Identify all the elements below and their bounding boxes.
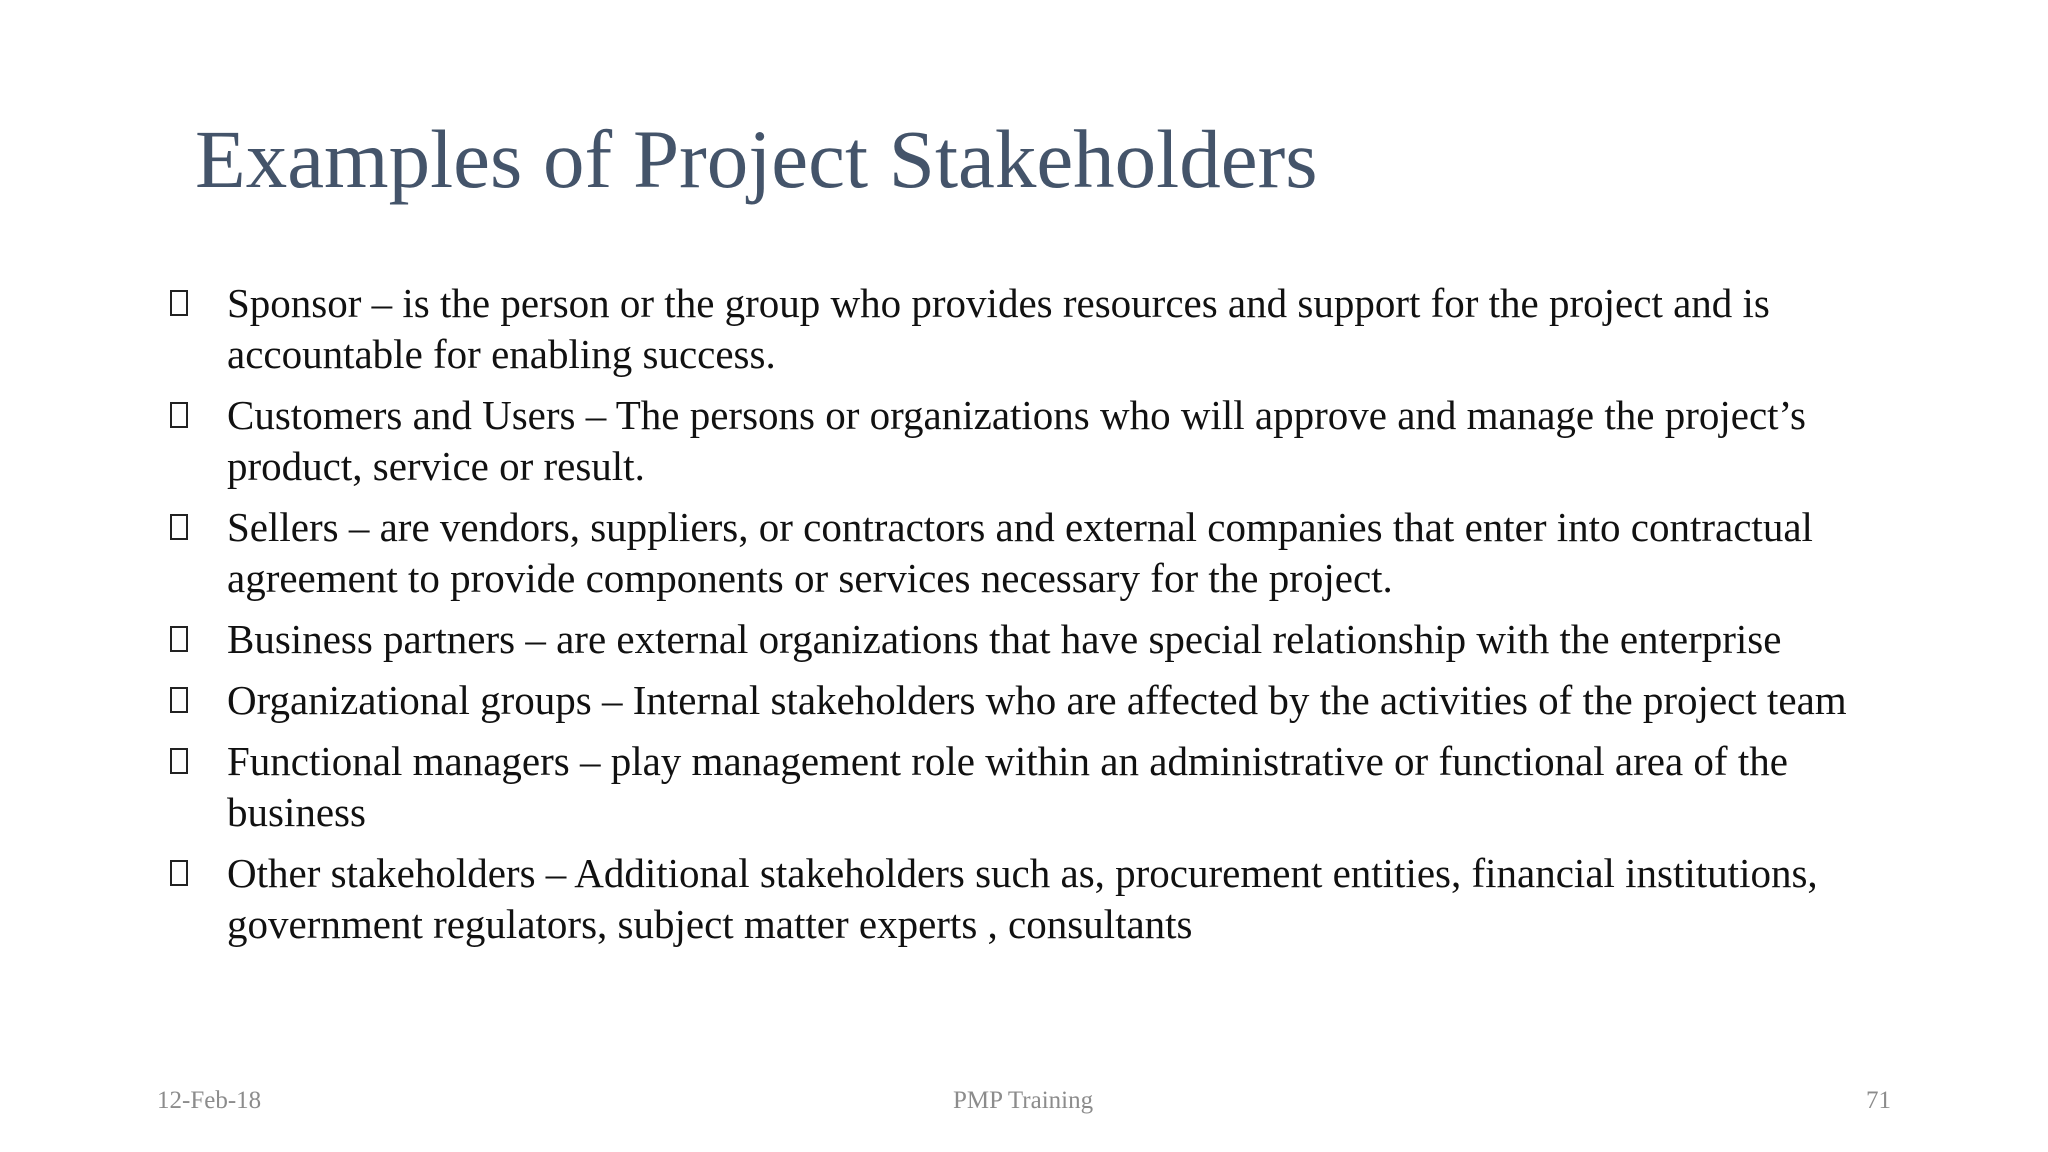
- hollow-square-icon: [170, 687, 188, 713]
- hollow-square-icon: [170, 860, 188, 886]
- footer-date: 12-Feb-18: [157, 1087, 262, 1114]
- bullet-item-customers-users: [170, 390, 1870, 492]
- hollow-square-icon: [170, 290, 188, 316]
- bullet-text: Business partners – are external organizations that have special relationship with the enterprise: [227, 616, 1782, 662]
- bullet-text: Organizational groups – Internal stakeholders who are affected by the activities of the project team: [227, 677, 1847, 723]
- slide-number: 71: [1866, 1087, 1891, 1114]
- bullet-text: Sellers – are vendors, suppliers, or contractors and external companies that enter into contractual agreement to provide components or services necessary for the project.: [227, 504, 1813, 601]
- slide-title: Examples of Project Stakeholders: [195, 113, 1318, 205]
- hollow-square-icon: [170, 626, 188, 652]
- bullet-item-sellers: [170, 502, 1870, 604]
- hollow-square-icon: [170, 514, 188, 540]
- footer-title: PMP Training: [953, 1087, 1094, 1114]
- bullet-item-organizational-groups: [170, 675, 1870, 726]
- bullet-list: [170, 278, 1870, 960]
- bullet-item-functional-managers: [170, 736, 1870, 838]
- bullet-text: Customers and Users – The persons or organizations who will approve and manage the project’s product, service or result.: [227, 392, 1806, 489]
- hollow-square-icon: [170, 402, 188, 428]
- bullet-text: Other stakeholders – Additional stakeholders such as, procurement entities, financial institutions, government regulators, subject matter experts , consultants: [227, 850, 1818, 947]
- bullet-text: Functional managers – play management role within an administrative or functional area of the business: [227, 738, 1788, 835]
- bullet-item-sponsor: [170, 278, 1870, 380]
- hollow-square-icon: [170, 748, 188, 774]
- bullet-item-business-partners: [170, 614, 1870, 665]
- bullet-text: Sponsor – is the person or the group who provides resources and support for the project and is accountable for enabling success.: [227, 280, 1770, 377]
- bullet-item-other-stakeholders: [170, 848, 1870, 950]
